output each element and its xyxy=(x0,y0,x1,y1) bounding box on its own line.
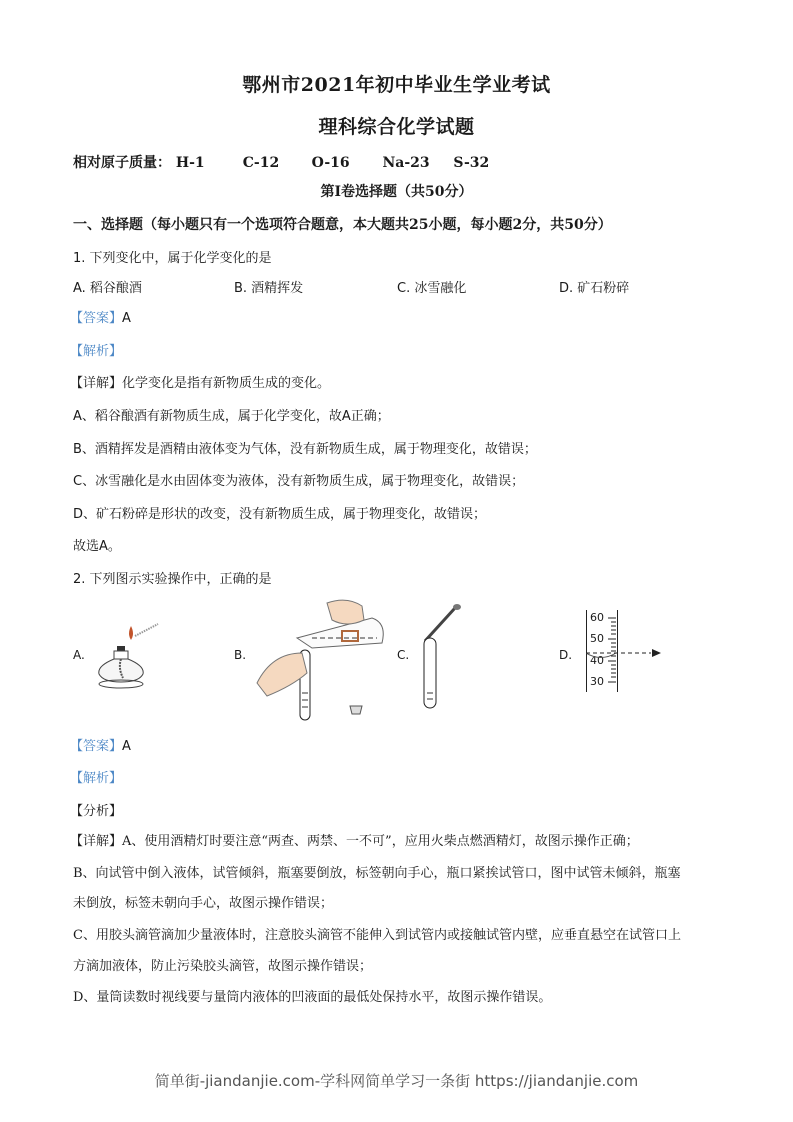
dropper-test-tube-icon xyxy=(415,603,475,713)
q2-detail-2: 未倒放，标签未朝向手心，故图示操作错误； xyxy=(73,896,334,911)
section-title: 第I卷选择题（共50分） xyxy=(320,184,473,200)
atomic-mass-c: C-12 xyxy=(242,155,280,171)
q1-options xyxy=(73,277,733,295)
q1-detail-4: D、矿石粉碎是形状的改变，没有新物质生成，属于物理变化，故错误； xyxy=(73,507,487,522)
answer-tag: 【答案】 xyxy=(70,739,123,754)
exam-subtitle: 理科综合化学试题 xyxy=(318,116,475,138)
figure-label-c: C. xyxy=(397,648,410,662)
q2-breakdown-tag: 【分析】 xyxy=(70,804,123,819)
part-heading: 一、选择题（每小题只有一个选项符合题意，本大题共25小题，每小题2分，共50分） xyxy=(73,217,612,233)
tick-label-40: 40 xyxy=(590,654,604,667)
detail-tag: 【详解】 xyxy=(70,834,123,849)
tick-label-50: 50 xyxy=(590,632,604,645)
q2-detail-5: D、量筒读数时视线要与量筒内液体的凹液面的最低处保持水平，故图示操作错误。 xyxy=(73,990,552,1005)
q1-option-a: A. 稻谷酿酒 xyxy=(73,281,142,296)
tick-label-30: 30 xyxy=(590,675,604,688)
q2-detail-0 xyxy=(70,830,639,849)
pouring-liquid-icon xyxy=(252,598,392,723)
q2-figures xyxy=(60,598,740,723)
figure-label-d: D. xyxy=(559,648,573,662)
q2-detail-3: C、用胶头滴管滴加少量液体时，注意胶头滴管不能伸入到试管内或接触试管内壁，应垂直悬空在试管口上 xyxy=(73,928,681,943)
atomic-mass-na: Na-23 xyxy=(382,155,430,171)
q2-detail-1: B、向试管中倒入液体，试管倾斜，瓶塞要倒放，标签朝向手心，瓶口紧挨试管口，图中试管未倾斜，瓶塞 xyxy=(73,866,681,881)
q1-detail-1: A、稻谷酿酒有新物质生成，属于化学变化，故A正确； xyxy=(73,409,390,424)
detail-tag: 【详解】 xyxy=(70,376,123,391)
q1-detail-2: B、酒精挥发是酒精由液体变为气体，没有新物质生成，属于物理变化，故错误； xyxy=(73,442,537,457)
q2-detail-4: 方滴加液体，防止污染胶头滴管，故图示操作错误； xyxy=(73,959,373,974)
atomic-masses xyxy=(73,152,489,172)
answer-tag: 【答案】 xyxy=(70,311,123,326)
tick-label-60: 60 xyxy=(590,611,604,624)
q1-answer-value: A xyxy=(122,311,131,326)
q2-answer xyxy=(70,735,131,754)
footer-watermark: 简单街-jiandanjie.com-学科网简单学习一条街 https://jiandanjie.com xyxy=(154,1072,639,1090)
q2-answer-value: A xyxy=(122,739,131,754)
q1-option-d: D. 矿石粉碎 xyxy=(559,281,630,296)
figure-label-a: A. xyxy=(73,648,85,662)
q1-detail-3: C、冰雪融化是水由固体变为液体，没有新物质生成，属于物理变化，故错误； xyxy=(73,474,525,489)
q1-detail-0 xyxy=(70,372,330,391)
atomic-mass-o: O-16 xyxy=(311,155,350,171)
q1-stem: 1. 下列变化中，属于化学变化的是 xyxy=(73,251,272,266)
q2-analysis-tag: 【解析】 xyxy=(70,771,123,786)
alcohol-lamp-icon xyxy=(93,616,173,691)
exam-title: 鄂州市2021年初中毕业生学业考试 xyxy=(242,74,551,96)
q1-analysis-tag: 【解析】 xyxy=(70,344,123,359)
atomic-mass-s: S-32 xyxy=(453,155,490,171)
figure-label-b: B. xyxy=(234,648,247,662)
atomic-mass-h: H-1 xyxy=(175,155,205,171)
cylinder-scale-icon xyxy=(586,610,671,695)
atomic-masses-label: 相对原子质量： xyxy=(73,155,171,171)
q2-detail-text: A、使用酒精灯时要注意“两查、两禁、一不可”，应用火柴点燃酒精灯，故图示操作正确； xyxy=(122,834,639,849)
q1-option-b: B. 酒精挥发 xyxy=(234,281,304,296)
q1-option-c: C. 冰雪融化 xyxy=(397,281,467,296)
q2-stem: 2. 下列图示实验操作中，正确的是 xyxy=(73,572,272,587)
q1-answer xyxy=(70,307,131,326)
q1-detail-text: 化学变化是指有新物质生成的变化。 xyxy=(122,376,331,391)
q1-detail-5: 故选A。 xyxy=(73,539,121,554)
